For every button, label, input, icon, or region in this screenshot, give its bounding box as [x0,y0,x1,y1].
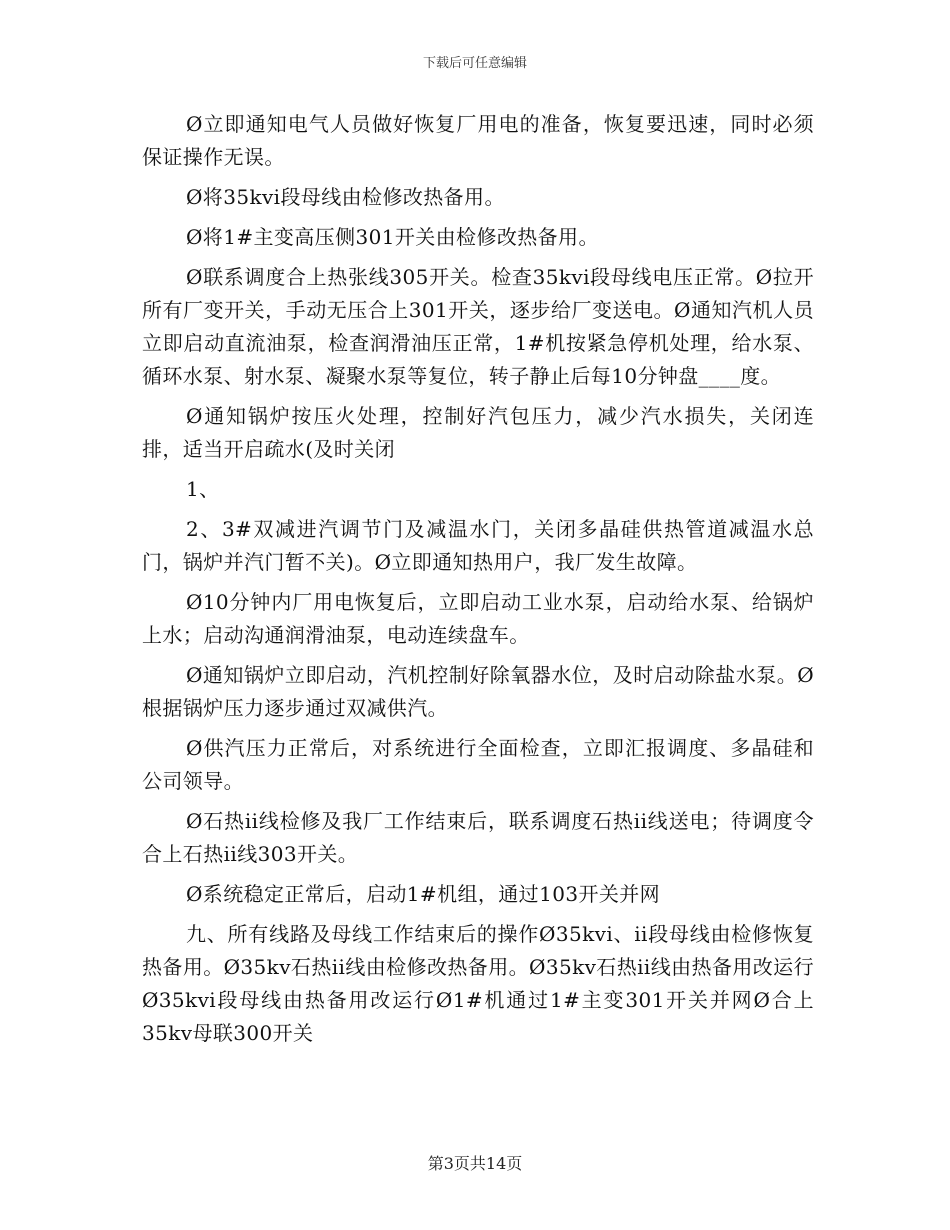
paragraph-6: 1、 [186,477,220,501]
paragraph-11: Ø石热ii线检修及我厂工作结束后，联系调度石热ii线送电；待调度令合上石热ii线303开关。 [142,809,814,866]
paragraph-4: Ø联系调度合上热张线305开关。检查35kvi段母线电压正常。Ø拉开所有厂变开关，手动无压合上301开关，逐步给厂变送电。Ø通知汽机人员立即启动直流油泵，检查润滑油压正常，1#机按紧急停机处理，给水泵、循环水泵、射水泵、凝聚水泵等复位，转子静止后每10分钟盘____度。 [142,265,814,388]
document-body [142,108,814,1057]
paragraph-3: Ø将1#主变高压侧301开关由检修改热备用。 [186,225,599,249]
page-header: 下载后可任意编辑 [422,56,527,71]
paragraph-7: 2、3#双减进汽调节门及减温水门，关闭多晶硅供热管道减温水总门，锅炉并汽门暂不关)。Ø立即通知热用户，我厂发生故障。 [142,517,814,574]
paragraph-2: Ø将35kvi段母线由检修改热备用。 [186,185,505,209]
paragraph-1: Ø立即通知电气人员做好恢复厂用电的准备，恢复要迅速，同时必须保证操作无误。 [142,112,814,169]
paragraph-5: Ø通知锅炉按压火处理，控制好汽包压力，减少汽水损失，关闭连排，适当开启疏水(及时关闭 [142,404,814,461]
paragraph-9: Ø通知锅炉立即启动，汽机控制好除氧器水位，及时启动除盐水泵。Ø根据锅炉压力逐步通过双减供汽。 [142,663,814,720]
paragraph-10: Ø供汽压力正常后，对系统进行全面检查，立即汇报调度、多晶硅和公司领导。 [142,736,814,793]
page-number: 第3页共14页 [427,1154,523,1173]
paragraph-12: Ø系统稳定正常后，启动1#机组，通过103开关并网 [186,882,661,906]
paragraph-13: 九、所有线路及母线工作结束后的操作Ø35kvi、ii段母线由检修恢复热备用。Ø35kv石热ii线由检修改热备用。Ø35kv石热ii线由热备用改运行Ø35kvi段母线由热备用改运行Ø1#机通过1#主变301开关并网Ø合上35kv母联300开关 [142,922,814,1045]
paragraph-8: Ø10分钟内厂用电恢复后，立即启动工业水泵，启动给水泵、给锅炉上水；启动沟通润滑油泵，电动连续盘车。 [142,590,814,647]
